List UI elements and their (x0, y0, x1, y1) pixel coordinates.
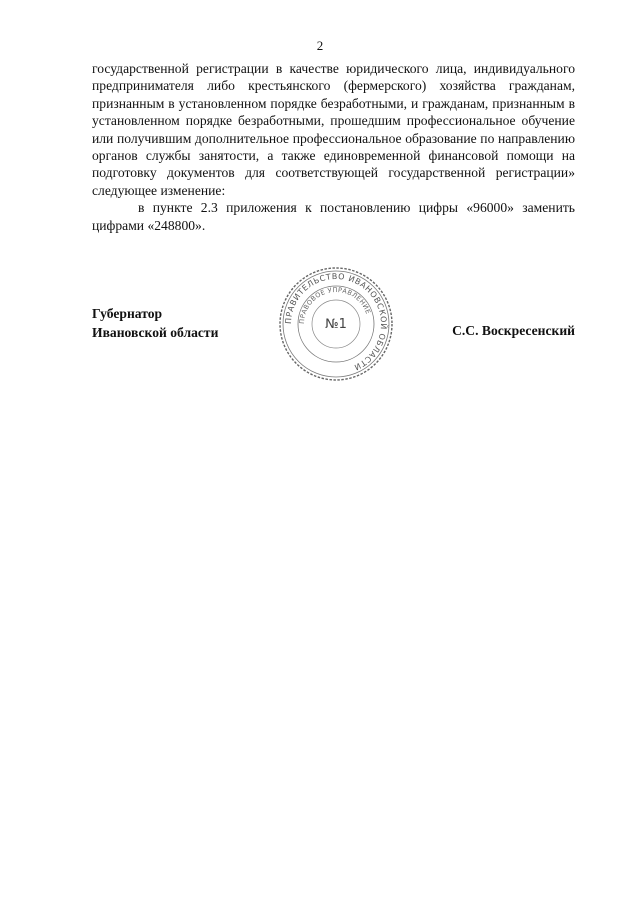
document-body (92, 60, 575, 234)
paragraph-amendment: в пункте 2.3 приложения к постановлению цифры «96000» заменить цифрами «248800». (92, 200, 575, 233)
seal-graphic (276, 264, 396, 384)
signatory-title-line1: Губернатор (92, 306, 163, 321)
official-seal (276, 264, 396, 384)
seal-number: №1 (325, 317, 347, 332)
seal-ring-text: ПРАВИТЕЛЬСТВО ИВАНОВСКОЙ ОБЛАСТИ (283, 271, 389, 372)
seal-inner-ring-text: ПРАВОВОЕ УПРАВЛЕНИЕ (297, 285, 373, 325)
page-number: 2 (316, 38, 324, 53)
signatory-name: С.С. Воскресенский (452, 323, 575, 338)
paragraph-continuation: государственной регистрации в качестве юридического лица, индивидуального предпринимателя либо крестьянского (фермерского) хозяйства гражданам, признанным в установленном порядке безработными, и гражданам, признанным в установленном порядке безработными, прошедшим профессиональное обучение или получившим дополнительное профессиональное образование по направлению органов службы занятости, а также единовременной финансовой помощи на подготовку документов для соответствующей государственной регистрации» следующее изменение: (92, 61, 575, 198)
signatory-title (92, 304, 218, 342)
signatory-title-line2: Ивановской области (92, 325, 219, 340)
